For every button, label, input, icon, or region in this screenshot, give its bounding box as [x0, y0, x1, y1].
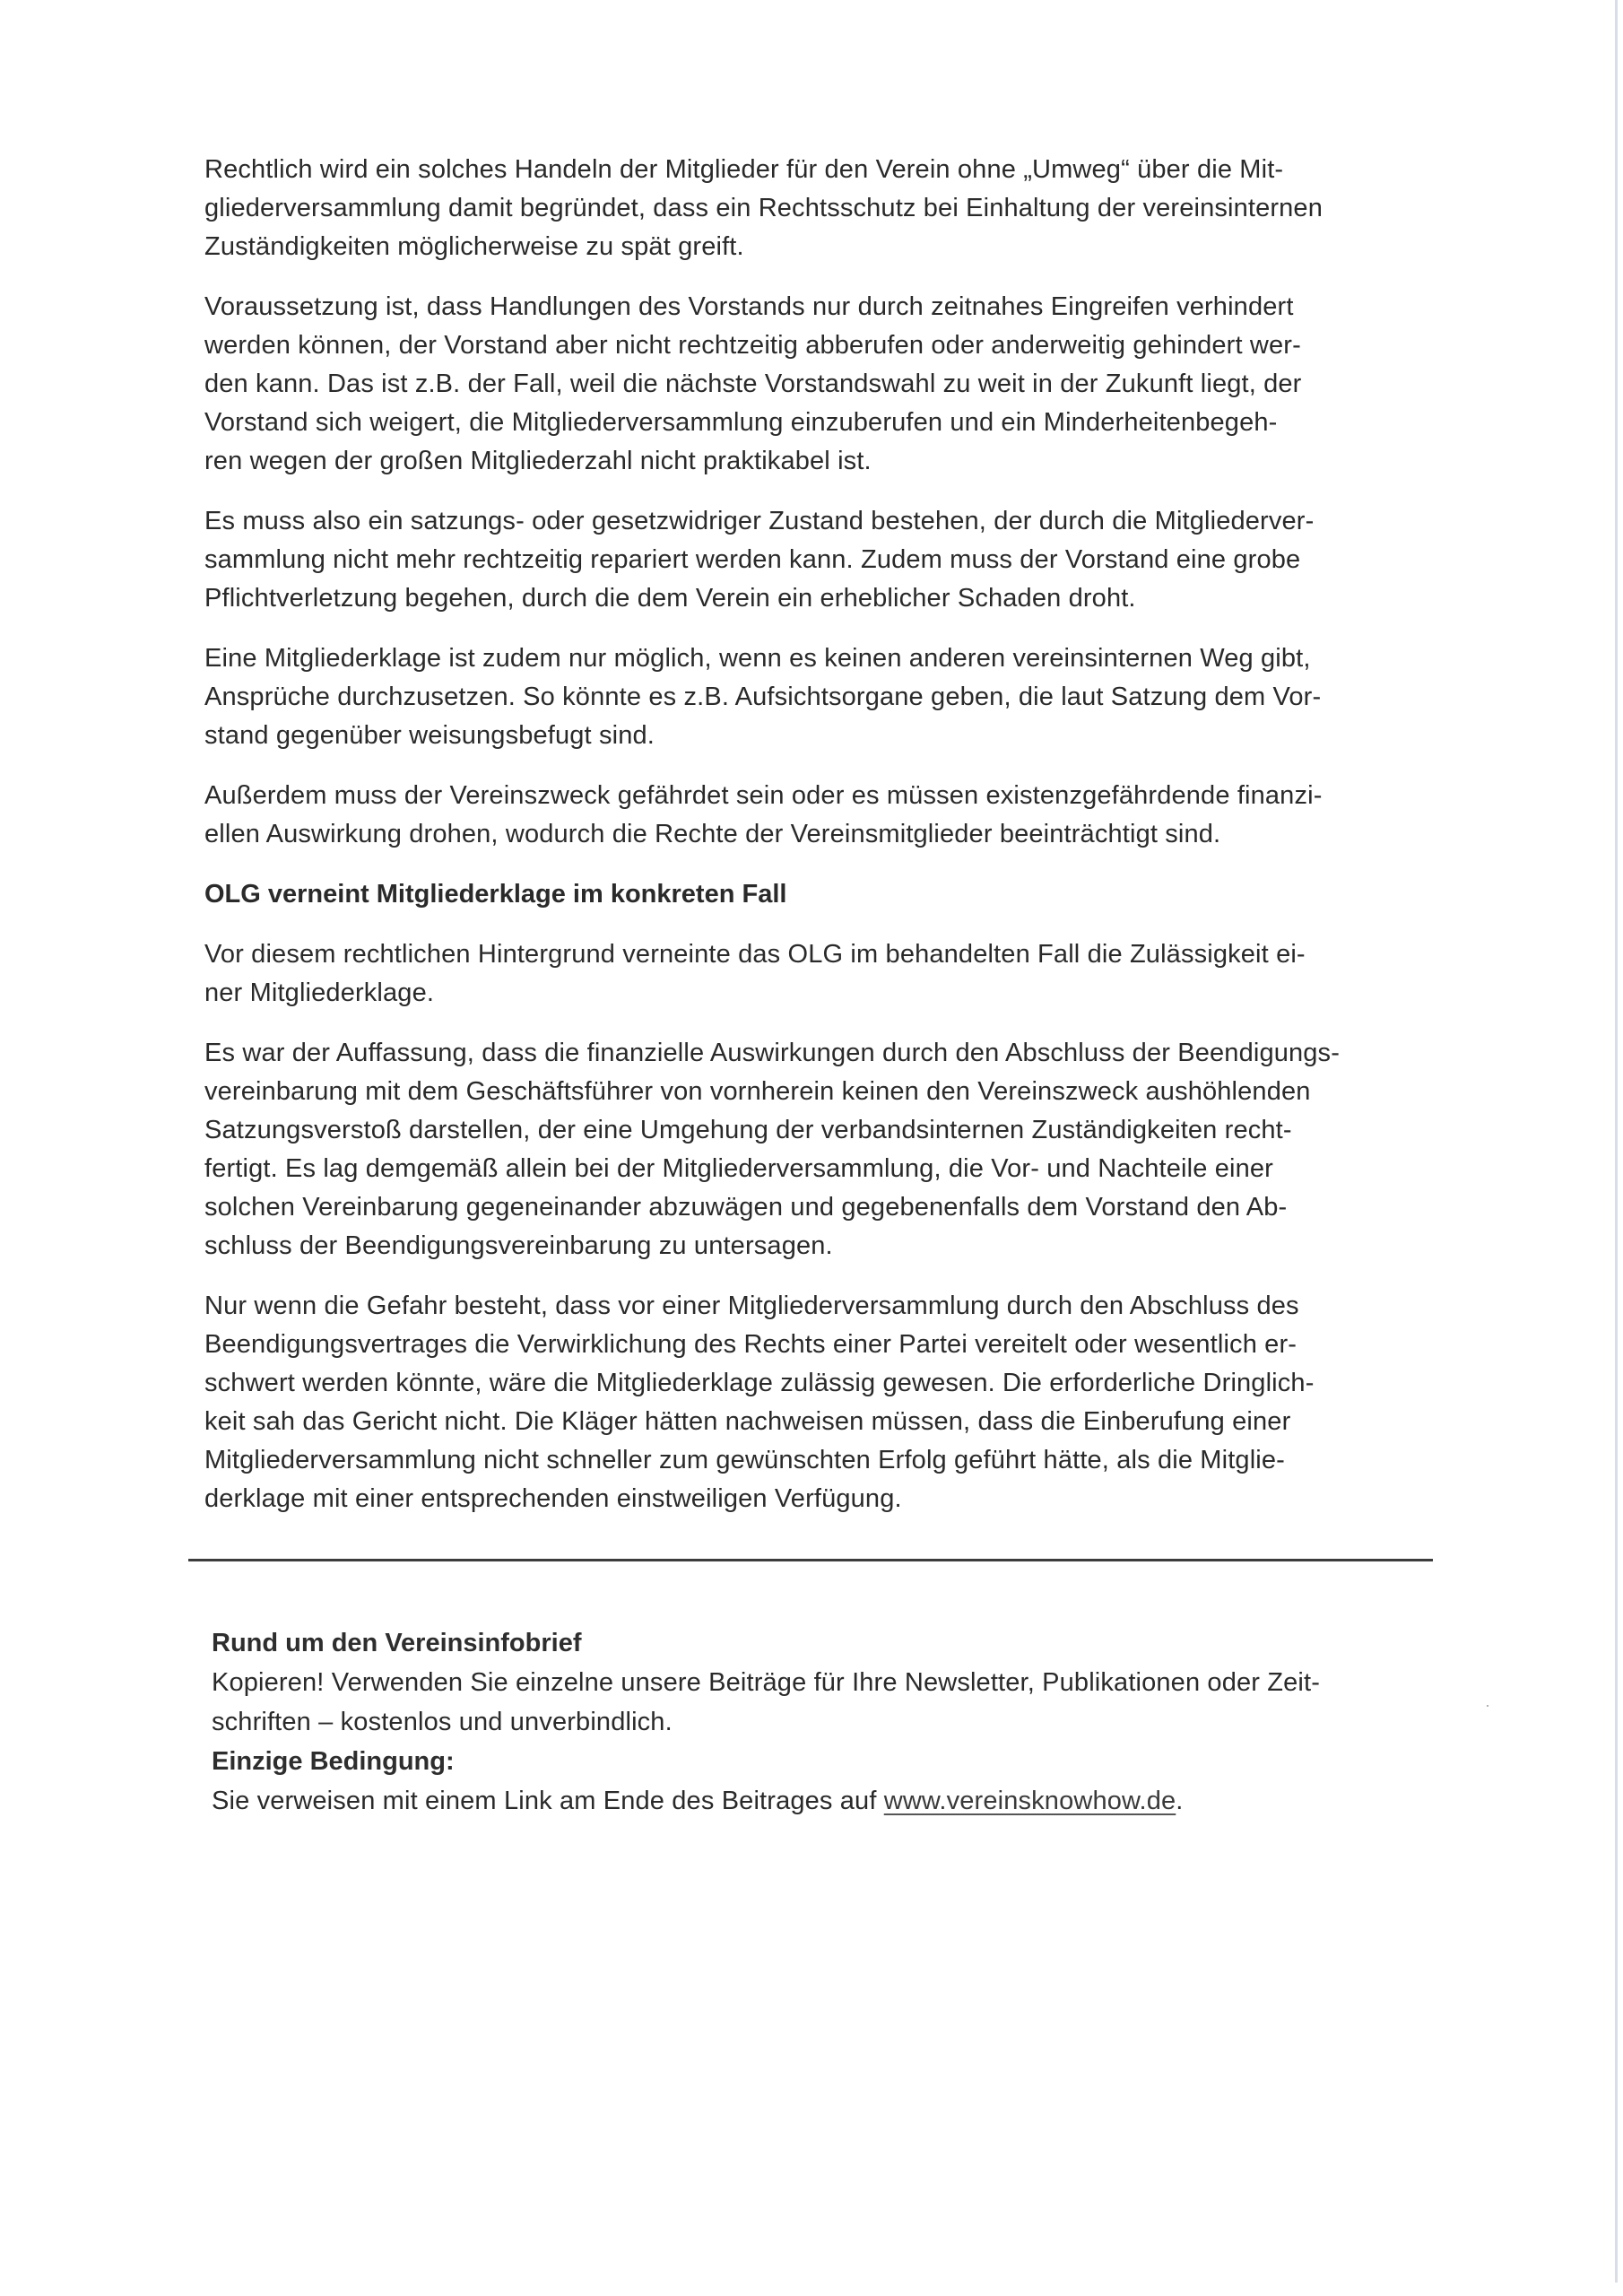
text-line: Beendigungsvertrages die Verwirklichung des Rechts einer Partei vereitelt oder wesentlich er-	[204, 1330, 1298, 1359]
text-line: ren wegen der großen Mitgliederzahl nicht praktikabel ist.	[204, 447, 872, 475]
text-line: Pflichtverletzung begehen, durch die dem Verein ein erheblicher Schaden droht.	[204, 584, 1136, 613]
text-line: Vor diesem rechtlichen Hintergrund verneinte das OLG im behandelten Fall die Zulässigkeit ei-	[204, 940, 1306, 969]
text-line: fertigt. Es lag demgemäß allein bei der Mitgliederversammlung, die Vor- und Nachteile einer	[204, 1154, 1273, 1183]
text-line: Es muss also ein satzungs- oder gesetzwidriger Zustand bestehen, der durch die Mitgliederver-	[204, 507, 1315, 535]
condition-period: .	[1176, 1787, 1184, 1815]
footer-text-line: Kopieren! Verwenden Sie einzelne unsere Beiträge für Ihre Newsletter, Publikationen oder Zeit-	[212, 1668, 1321, 1697]
paragraph-no-other-way	[204, 639, 1442, 755]
paragraph-court-opinion	[204, 1034, 1442, 1265]
text-line: sammlung nicht mehr rechtzeitig repariert werden kann. Zudem muss der Vorstand eine grobe	[204, 545, 1301, 574]
condition-heading: Einzige Bedingung:	[212, 1747, 455, 1776]
text-line: Zuständigkeiten möglicherweise zu spät greift.	[204, 232, 744, 261]
text-line: Voraussetzung ist, dass Handlungen des Vorstands nur durch zeitnahes Eingreifen verhindert	[204, 292, 1294, 321]
vereinsknowhow-link[interactable]: www.vereinsknowhow.de	[883, 1787, 1176, 1815]
text-line: gliederversammlung damit begründet, dass ein Rechtsschutz bei Einhaltung der vereinsinternen	[204, 194, 1323, 222]
scan-speck	[1487, 1705, 1488, 1707]
paragraph-olg-denied	[204, 935, 1442, 1013]
document-body	[204, 151, 1442, 1540]
horizontal-divider	[188, 1559, 1433, 1561]
paragraph-purpose-endangered	[204, 777, 1442, 854]
footer-infobrief	[212, 1623, 1449, 1821]
text-line: schluss der Beendigungsvereinbarung zu untersagen.	[204, 1231, 833, 1260]
text-line: Eine Mitgliederklage ist zudem nur möglich, wenn es keinen anderen vereinsinternen Weg gibt,	[204, 644, 1311, 673]
paragraph-prerequisite	[204, 288, 1442, 481]
text-line: Rechtlich wird ein solches Handeln der Mitglieder für den Verein ohne „Umweg“ über die Mit-	[204, 155, 1284, 184]
footer-heading: Rund um den Vereinsinfobrief	[212, 1629, 582, 1657]
text-line: Vorstand sich weigert, die Mitgliederversammlung einzuberufen und ein Minderheitenbegeh-	[204, 408, 1278, 437]
text-line: werden können, der Vorstand aber nicht rechtzeitig abberufen oder anderweitig gehindert wer-	[204, 331, 1301, 360]
condition-text: Sie verweisen mit einem Link am Ende des Beitrages auf	[212, 1787, 884, 1815]
section-heading: OLG verneint Mitgliederklage im konkreten Fall	[204, 880, 787, 909]
scan-page-edge	[1615, 0, 1618, 2283]
text-line: Außerdem muss der Vereinszweck gefährdet sein oder es müssen existenzgefährdende finanzi-	[204, 781, 1323, 810]
footer-text-line: schriften – kostenlos und unverbindlich.	[212, 1708, 673, 1736]
paragraph-urgency	[204, 1287, 1442, 1518]
text-line: keit sah das Gericht nicht. Die Kläger hätten nachweisen müssen, dass die Einberufung einer	[204, 1407, 1291, 1436]
text-line: Satzungsverstoß darstellen, der eine Umgehung der verbandsinternen Zuständigkeiten recht-	[204, 1116, 1292, 1144]
condition-line	[212, 1781, 1449, 1821]
paragraph-legal-basis	[204, 151, 1442, 266]
text-line: Ansprüche durchzusetzen. So könnte es z.B. Aufsichtsorgane geben, die laut Satzung dem Vor-	[204, 683, 1322, 711]
text-line: ellen Auswirkung drohen, wodurch die Rechte der Vereinsmitglieder beeinträchtigt sind.	[204, 820, 1221, 848]
text-line: Nur wenn die Gefahr besteht, dass vor einer Mitgliederversammlung durch den Abschluss des	[204, 1292, 1299, 1320]
text-line: schwert werden könnte, wäre die Mitgliederklage zulässig gewesen. Die erforderliche Dringlich-	[204, 1369, 1315, 1397]
text-line: stand gegenüber weisungsbefugt sind.	[204, 721, 655, 750]
text-line: ner Mitgliederklage.	[204, 978, 435, 1007]
text-line: Mitgliederversammlung nicht schneller zum gewünschten Erfolg geführt hätte, als die Mitglie-	[204, 1446, 1285, 1474]
text-line: vereinbarung mit dem Geschäftsführer von vornherein keinen den Vereinszweck aushöhlenden	[204, 1077, 1311, 1106]
text-line: solchen Vereinbarung gegeneinander abzuwägen und gegebenenfalls dem Vorstand den Ab-	[204, 1193, 1288, 1222]
paragraph-unlawful-state	[204, 502, 1442, 618]
text-line: derklage mit einer entsprechenden einstweiligen Verfügung.	[204, 1484, 902, 1513]
text-line: Es war der Auffassung, dass die finanzielle Auswirkungen durch den Abschluss der Beendigungs-	[204, 1039, 1341, 1067]
text-line: den kann. Das ist z.B. der Fall, weil die nächste Vorstandswahl zu weit in der Zukunft liegt, der	[204, 370, 1302, 398]
